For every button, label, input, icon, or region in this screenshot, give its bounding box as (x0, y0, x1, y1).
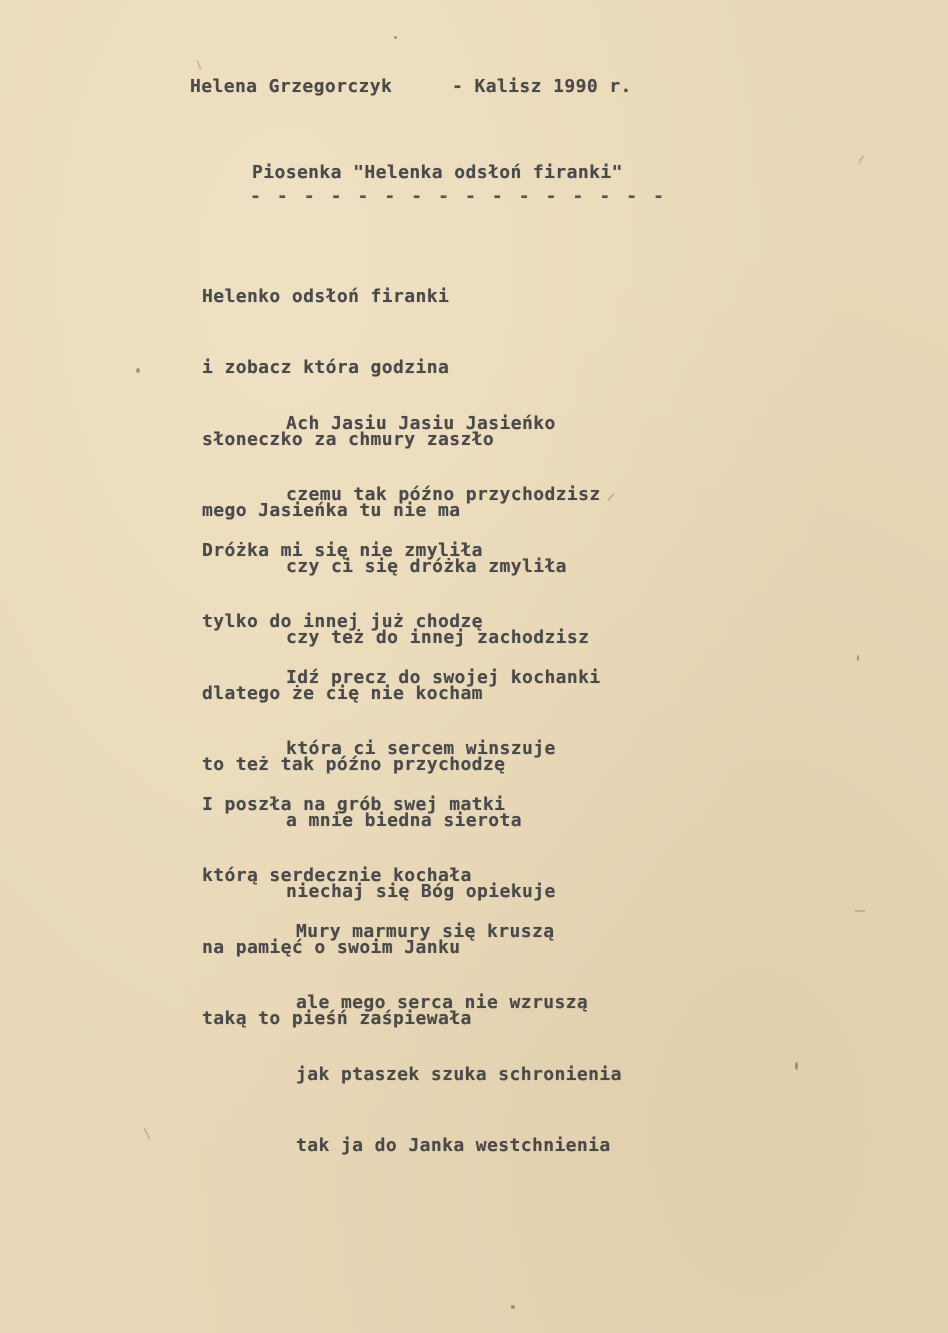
verse-line: ale mego serca nie wzruszą (296, 992, 589, 1014)
paper-fibre (196, 60, 201, 70)
paper-fibre (858, 155, 864, 164)
verse-line: tak ja do Janka westchnienia (296, 1135, 611, 1157)
verse-line: Dróżka mi się nie zmyliła (202, 540, 483, 561)
verse-line: Helenko odsłoń firanki (202, 286, 450, 307)
verse-line: mego Jasieńka tu nie ma (202, 500, 461, 522)
verse-line: Mury marmury się kruszą (296, 921, 555, 942)
author-name: Helena Grzegorczyk (190, 76, 393, 97)
paper-fibre (144, 1128, 151, 1140)
verse-line: na pamięć o swoim Janku (202, 936, 461, 958)
song-title: Piosenka "Helenka odsłoń firanki" (252, 162, 623, 183)
paper-speck (511, 1305, 515, 1309)
title-underline: - - - - - - - - - - - - - - - - (250, 186, 667, 207)
paper-speck (857, 655, 859, 661)
page-header (190, 76, 660, 100)
verse-line: którą serdecznie kochała (202, 865, 472, 887)
place-date: - Kalisz 1990 r. (452, 76, 632, 97)
verse-line: Ach Jasiu Jasiu Jasieńko (286, 413, 556, 434)
verse-line: niechaj się Bóg opiekuje (286, 881, 556, 903)
verse-line: a mnie biedna sierota (286, 809, 522, 831)
paper-speck (795, 1062, 798, 1070)
verse-line: Idź precz do swojej kochanki (286, 667, 601, 688)
verse-line: to też tak późno przychodzę (202, 754, 506, 776)
paper-speck (136, 368, 140, 373)
paper-fibre (607, 493, 615, 502)
paper-fibre (855, 910, 865, 912)
verse-line: I poszła na grób swej matki (202, 794, 506, 815)
verse-line: czemu tak późno przychodzisz (286, 484, 601, 506)
verse-line: czy też do innej zachodzisz (286, 627, 590, 649)
paper-speck (394, 36, 397, 39)
verse-line: słoneczko za chmury zaszło (202, 428, 495, 450)
stanza-6 (296, 875, 622, 1203)
verse-line: jak ptaszek szuka schronienia (296, 1063, 622, 1085)
verse-line: dlatego że cię nie kocham (202, 682, 483, 704)
verse-line: tylko do innej już chodzę (202, 611, 483, 633)
verse-line: taką to pieśń zaśpiewała (202, 1008, 472, 1030)
verse-line: czy ci się dróżka zmyliła (286, 555, 567, 577)
verse-line: która ci sercem winszuje (286, 738, 556, 760)
verse-line: i zobacz która godzina (202, 357, 450, 379)
